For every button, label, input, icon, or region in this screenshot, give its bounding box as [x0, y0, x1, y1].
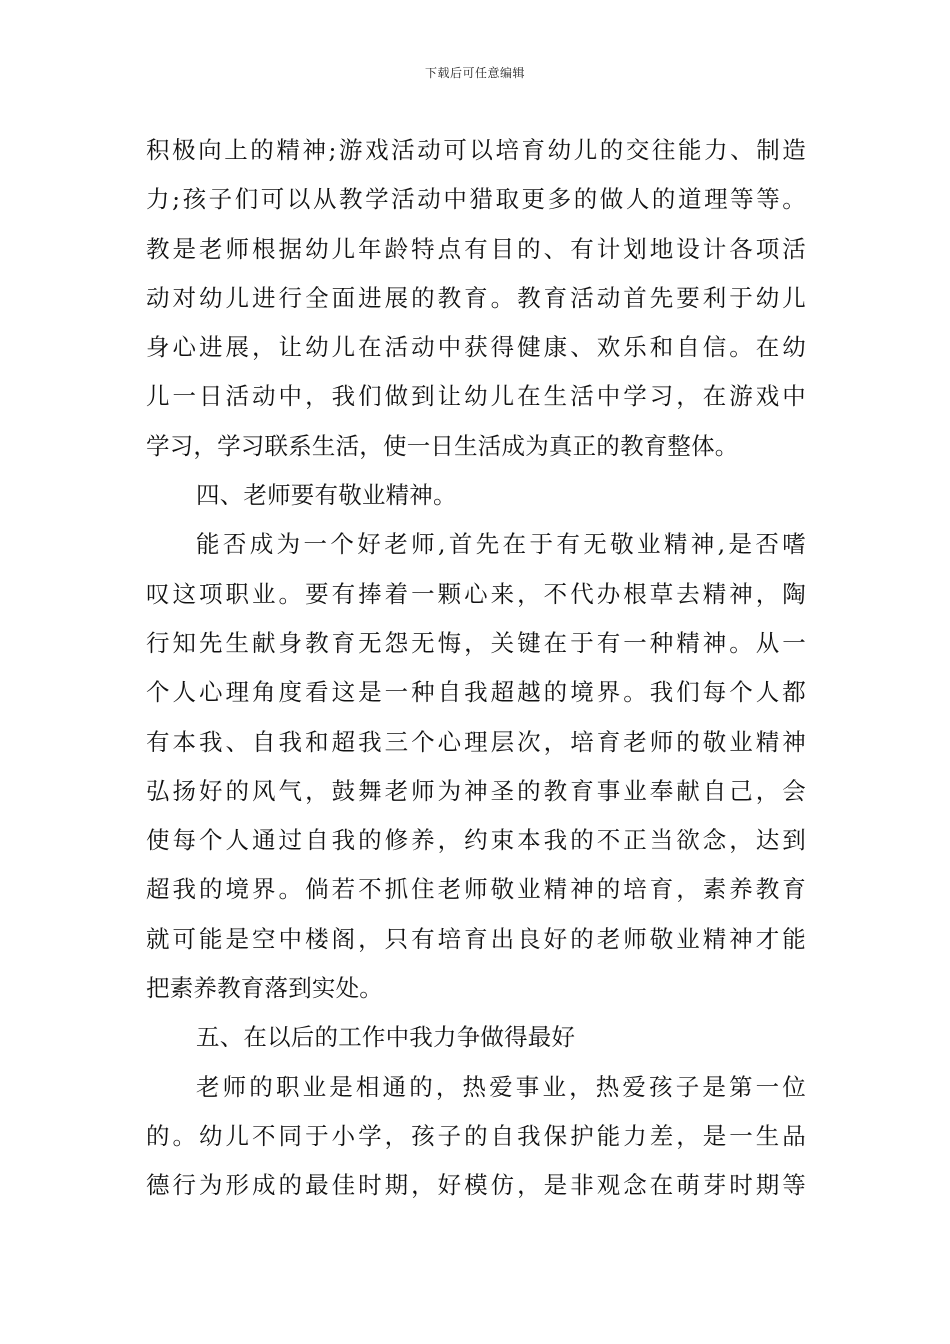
document-body	[146, 126, 806, 1211]
text-line: 身心进展，让幼儿在活动中获得健康、欢乐和自信。在幼	[146, 333, 806, 362]
text-line: 就可能是空中楼阁，只有培育出良好的老师敬业精神才能	[146, 924, 806, 953]
text-line: 德行为形成的最佳时期，好模仿，是非观念在萌芽时期等	[146, 1171, 806, 1200]
text-line: 个人心理角度看这是一种自我超越的境界。我们每个人都	[146, 678, 806, 707]
section-heading: 四、老师要有敬业精神。	[196, 481, 457, 510]
section-heading: 五、在以后的工作中我力争做得最好	[196, 1023, 576, 1052]
text-line: 儿一日活动中，我们做到让幼儿在生活中学习，在游戏中	[146, 382, 806, 411]
text-line: 教是老师根据幼儿年龄特点有目的、有计划地设计各项活	[146, 234, 806, 263]
text-line: 有本我、自我和超我三个心理层次，培育老师的敬业精神	[146, 727, 806, 756]
text-line: 叹这项职业。要有捧着一颗心来，不代办根草去精神，陶	[146, 579, 806, 608]
text-line: 老师的职业是相通的，热爱事业，热爱孩子是第一位	[196, 1072, 806, 1101]
page-header: 下载后可任意编辑	[424, 66, 525, 80]
text-line: 把素养教育落到实处。	[146, 974, 383, 1003]
text-line: 使每个人通过自我的修养，约束本我的不正当欲念，达到	[146, 826, 806, 855]
text-line: 弘扬好的风气，鼓舞老师为神圣的教育事业奉献自己，会	[146, 776, 806, 805]
text-line: 的。幼儿不同于小学，孩子的自我保护能力差，是一生品	[146, 1121, 806, 1150]
text-line: 行知先生献身教育无怨无悔，关键在于有一种精神。从一	[146, 628, 806, 657]
text-line: 积极向上的精神;游戏活动可以培育幼儿的交往能力、制造	[146, 136, 806, 164]
text-line: 学习，学习联系生活，使一日生活成为真正的教育整体。	[146, 431, 739, 460]
text-line: 动对幼儿进行全面进展的教育。教育活动首先要利于幼儿	[146, 283, 806, 312]
text-line: 超我的境界。倘若不抓住老师敬业精神的培育，素养教育	[146, 875, 806, 904]
text-line: 能否成为一个好老师,首先在于有无敬业精神,是否嗜	[196, 530, 806, 559]
text-line: 力;孩子们可以从教学活动中猎取更多的做人的道理等等。	[146, 185, 806, 214]
